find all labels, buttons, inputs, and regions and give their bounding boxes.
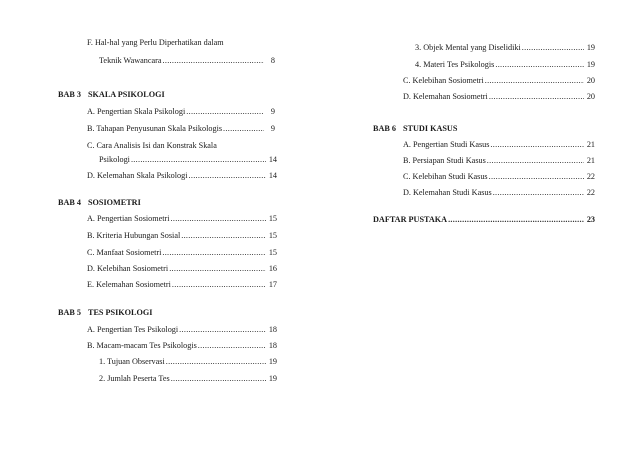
chapter-title: TES PSIKOLOGI (88, 308, 153, 317)
toc-entry (87, 341, 277, 351)
chapter-title: SOSIOMETRI (88, 198, 141, 207)
toc-entry-page: 18 (268, 325, 277, 334)
toc-entry-bibliography (373, 215, 595, 225)
dot-leader (223, 124, 264, 134)
chapter-heading (58, 198, 141, 208)
toc-entry (415, 43, 595, 53)
toc-entry-page: 8 (270, 56, 275, 65)
dot-leader (489, 92, 584, 102)
toc-entry (87, 124, 275, 134)
chapter-number: BAB 4 (58, 198, 81, 207)
toc-entry-text: Psikologi (99, 155, 130, 164)
toc-entry-text: D. Kelemahan Sosiometri (403, 92, 488, 101)
toc-entry-text: B. Macam-macam Tes Psikologis (87, 341, 197, 350)
toc-entry-page: 20 (586, 92, 595, 101)
toc-entry-text: A. Pengertian Sosiometri (87, 214, 170, 223)
toc-entry-page: 14 (268, 171, 277, 180)
dot-leader (198, 341, 266, 351)
dot-leader (489, 172, 584, 182)
chapter-heading (373, 124, 457, 134)
toc-entry-page: 9 (270, 107, 275, 116)
toc-entry-page: 19 (586, 43, 595, 52)
toc-entry-text: 4. Materi Tes Psikologis (415, 60, 495, 69)
dot-leader (179, 325, 266, 335)
toc-entry-page: 20 (586, 76, 595, 85)
dot-leader (169, 264, 266, 274)
toc-entry (99, 374, 277, 384)
toc-entry (403, 76, 595, 86)
toc-entry (87, 280, 277, 290)
toc-entry (87, 141, 277, 151)
dot-leader (131, 155, 266, 165)
dot-leader (181, 231, 266, 241)
dot-leader (189, 171, 266, 181)
toc-entry (99, 56, 275, 66)
toc-entry-page: 19 (586, 60, 595, 69)
dot-leader (162, 248, 266, 258)
toc-entry-text: A. Pengertian Studi Kasus (403, 140, 490, 149)
toc-entry-text: B. Kriteria Hubungan Sosial (87, 231, 181, 240)
toc-entry-text: C. Kelebihan Sosiometri (403, 76, 484, 85)
toc-entry-page: 22 (586, 188, 595, 197)
toc-entry-page: 14 (268, 155, 277, 164)
toc-entry-page: 21 (586, 140, 595, 149)
toc-entry (87, 264, 277, 274)
chapter-heading (58, 90, 165, 100)
dot-leader (485, 76, 584, 86)
toc-entry-text: D. Kelemahan Studi Kasus (403, 188, 492, 197)
toc-entry-page: 22 (586, 172, 595, 181)
toc-entry-page: 15 (268, 248, 277, 257)
dot-leader (493, 188, 584, 198)
toc-entry (415, 60, 595, 70)
toc-entry-text: A. Pengertian Tes Psikologi (87, 325, 179, 334)
toc-entry (87, 248, 277, 258)
toc-entry (87, 214, 277, 224)
toc-entry (99, 155, 277, 165)
dot-leader (487, 156, 584, 166)
chapter-title: STUDI KASUS (403, 124, 458, 133)
toc-entry-text: B. Tahapan Penyusunan Skala Psikologis (87, 124, 223, 133)
toc-entry-page: 23 (586, 215, 595, 224)
toc-entry (403, 188, 595, 198)
toc-entry-text: C. Kelebihan Studi Kasus (403, 172, 488, 181)
dot-leader (186, 107, 264, 117)
toc-entry-text: A. Pengertian Skala Psikologi (87, 107, 186, 116)
toc-entry-page: 19 (268, 357, 277, 366)
dot-leader (163, 56, 265, 66)
toc-entry-page: 15 (268, 214, 277, 223)
dot-leader (171, 374, 266, 384)
toc-entry-page: 15 (268, 231, 277, 240)
chapter-number: BAB 6 (373, 124, 396, 133)
toc-entry (87, 231, 277, 241)
chapter-number: BAB 3 (58, 90, 81, 99)
dot-leader (171, 214, 266, 224)
toc-entry-page: 16 (268, 264, 277, 273)
toc-entry-text: 2. Jumlah Peserta Tes (99, 374, 170, 383)
toc-entry-text: 1. Tujuan Observasi (99, 357, 165, 366)
dot-leader (166, 357, 266, 367)
toc-entry-text: E. Kelemahan Sosiometri (87, 280, 171, 289)
toc-entry (403, 92, 595, 102)
toc-entry (403, 140, 595, 150)
toc-entry-text: Teknik Wawancara (99, 56, 162, 65)
toc-entry-text: 3. Objek Mental yang Diselidiki (415, 43, 521, 52)
toc-entry-text: F. Hal-hal yang Perlu Diperhatikan dalam (87, 38, 224, 47)
toc-entry (87, 171, 277, 181)
toc-entry-text: B. Persiapan Studi Kasus (403, 156, 486, 165)
toc-entry-text: C. Manfaat Sosiometri (87, 248, 162, 257)
toc-entry (87, 325, 277, 335)
dot-leader (448, 215, 584, 225)
toc-entry-text: DAFTAR PUSTAKA (373, 215, 448, 224)
toc-entry-page: 9 (270, 124, 275, 133)
dot-leader (490, 140, 584, 150)
toc-entry-page: 19 (268, 374, 277, 383)
chapter-title: SKALA PSIKOLOGI (88, 90, 165, 99)
chapter-heading (58, 308, 152, 318)
toc-entry (403, 172, 595, 182)
toc-entry-text: C. Cara Analisis Isi dan Konstrak Skala (87, 141, 217, 150)
toc-entry-text: D. Kelebihan Sosiometri (87, 264, 169, 273)
dot-leader (172, 280, 266, 290)
toc-entry-page: 17 (268, 280, 277, 289)
dot-leader (522, 43, 584, 53)
dot-leader (495, 60, 584, 70)
toc-entry (87, 38, 277, 48)
toc-entry (87, 107, 275, 117)
toc-entry (99, 357, 277, 367)
toc-entry-page: 18 (268, 341, 277, 350)
toc-entry (403, 156, 595, 166)
toc-entry-page: 21 (586, 156, 595, 165)
toc-entry-text: D. Kelemahan Skala Psikologi (87, 171, 188, 180)
chapter-number: BAB 5 (58, 308, 81, 317)
